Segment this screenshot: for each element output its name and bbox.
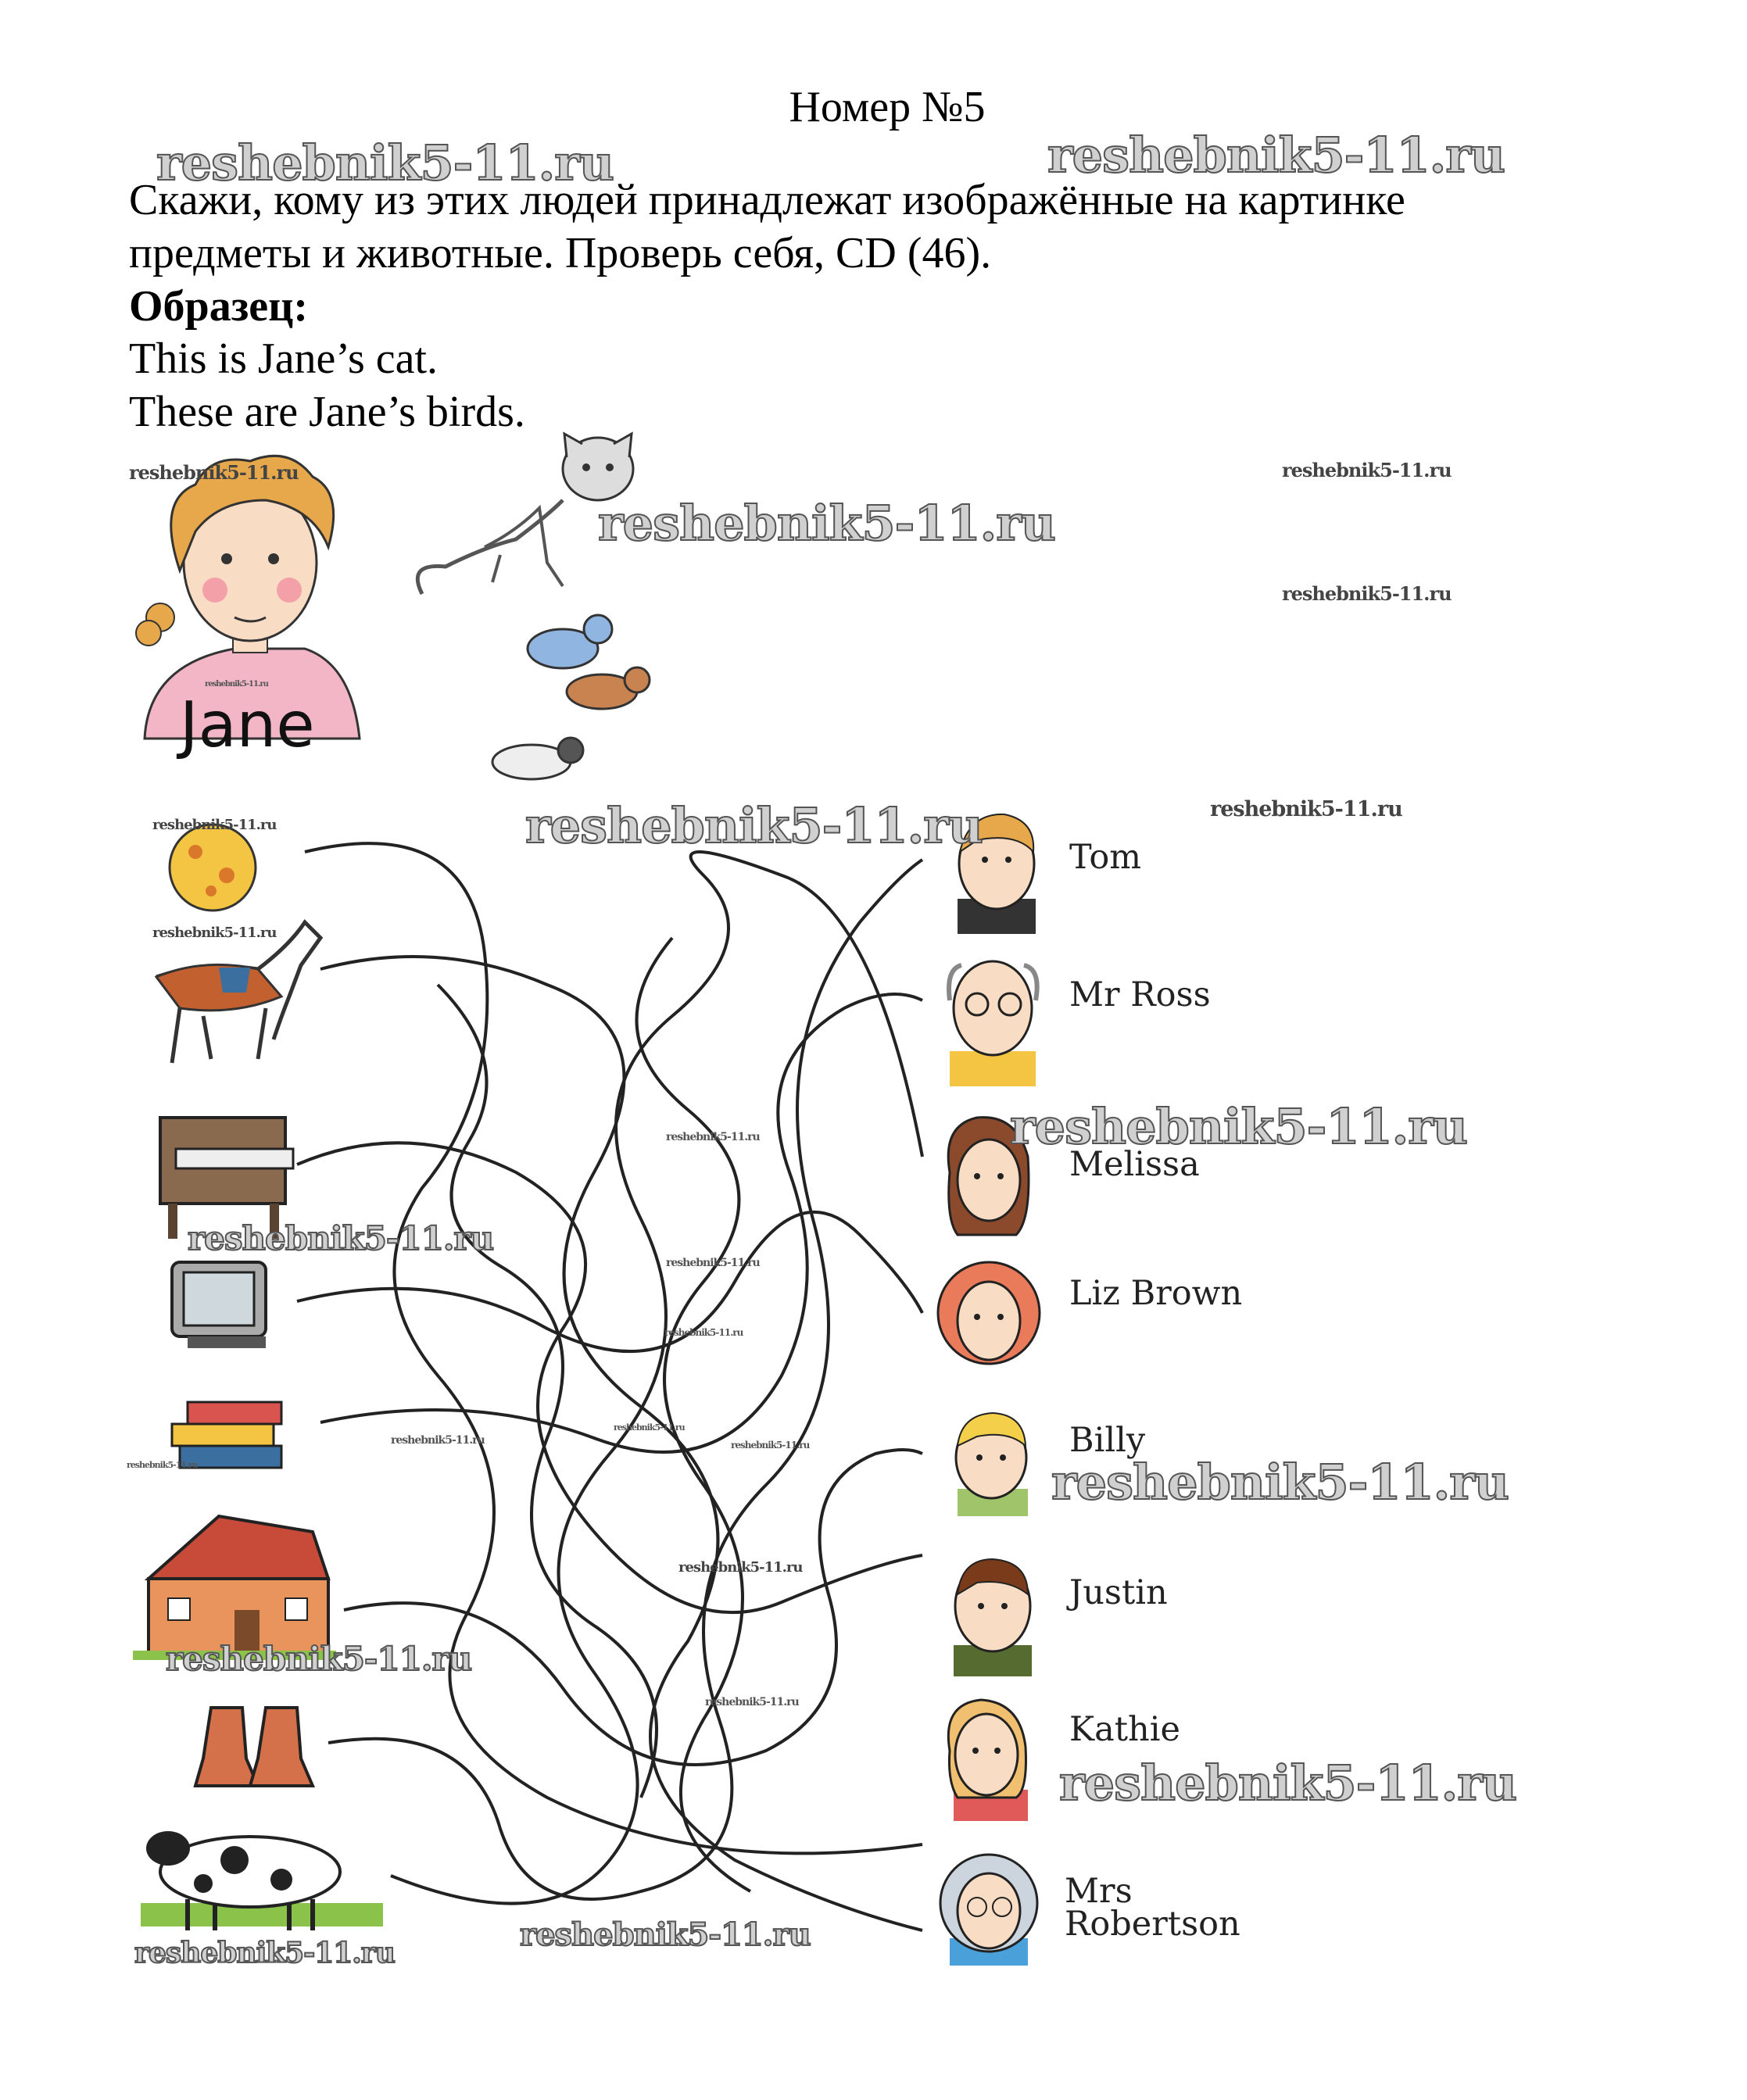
watermark: reshebnik5-11.ru <box>1282 582 1452 605</box>
person-name-mrs: Mrs <box>1065 1872 1133 1911</box>
face-justin <box>954 1559 1032 1676</box>
watermark: reshebnik5-11.ru <box>129 461 299 484</box>
watermark: reshebnik5-11.ru <box>1051 1454 1509 1511</box>
watermark: reshebnik5-11.ru <box>188 1219 494 1257</box>
sample-line-2: These are Jane’s birds. <box>129 388 525 436</box>
jane-illustration <box>136 456 360 761</box>
watermark: reshebnik5-11.ru <box>1010 1098 1467 1155</box>
watermark: reshebnik5-11.ru <box>705 1696 799 1708</box>
horse-icon <box>156 922 320 1063</box>
person-name-kathie: Kathie <box>1069 1710 1180 1749</box>
face-mr-ross <box>949 961 1037 1086</box>
watermark: reshebnik5-11.ru <box>205 680 268 689</box>
watermark: reshebnik5-11.ru <box>1047 127 1505 184</box>
cow-icon <box>141 1831 383 1930</box>
person-name-robertson: Robertson <box>1065 1905 1240 1944</box>
tangled-lines <box>297 843 922 1930</box>
face-kathie <box>948 1700 1028 1821</box>
person-name-liz-brown: Liz Brown <box>1069 1274 1243 1313</box>
instruction-line-2: предметы и животные. Проверь себя, CD (46). <box>129 229 992 277</box>
watermark: reshebnik5-11.ru <box>525 797 983 854</box>
face-billy <box>956 1413 1028 1516</box>
page-title: Номер №5 <box>789 83 986 131</box>
watermark: reshebnik5-11.ru <box>1210 797 1402 821</box>
boots-icon <box>195 1708 313 1786</box>
watermark: reshebnik5-11.ru <box>664 1327 743 1338</box>
person-name-melissa: Melissa <box>1069 1145 1200 1184</box>
watermark: reshebnik5-11.ru <box>520 1916 811 1953</box>
watermark: reshebnik5-11.ru <box>614 1422 685 1433</box>
watermark: reshebnik5-11.ru <box>127 1460 198 1470</box>
watermark: reshebnik5-11.ru <box>134 1937 395 1969</box>
watermark: reshebnik5-11.ru <box>391 1434 485 1447</box>
watermark: reshebnik5-11.ru <box>598 495 1055 552</box>
person-name-billy: Billy <box>1069 1421 1146 1460</box>
ball-icon <box>170 825 256 910</box>
watermark: reshebnik5-11.ru <box>152 817 277 833</box>
birds-icon <box>492 615 650 779</box>
jane-shirt-label: Jane <box>180 689 315 761</box>
house-icon <box>133 1516 336 1660</box>
person-name-justin: Justin <box>1069 1573 1168 1612</box>
watermark: reshebnik5-11.ru <box>156 134 614 191</box>
face-mrs-robertson <box>940 1855 1037 1966</box>
watermark: reshebnik5-11.ru <box>152 925 277 941</box>
face-liz-brown <box>938 1262 1040 1364</box>
watermark: reshebnik5-11.ru <box>1059 1755 1516 1812</box>
sample-line-1: This is Jane’s cat. <box>129 334 439 383</box>
sample-label: Образец: <box>129 282 308 331</box>
watermark: reshebnik5-11.ru <box>1282 459 1452 481</box>
person-name-mr-ross: Mr Ross <box>1069 975 1211 1014</box>
watermark: reshebnik5-11.ru <box>666 1131 760 1143</box>
instruction-line-1: Скажи, кому из этих людей принадлежат изображённые на картинке <box>129 176 1405 224</box>
books-icon <box>172 1402 281 1468</box>
watermark: reshebnik5-11.ru <box>678 1559 803 1576</box>
person-name-tom: Tom <box>1069 838 1142 877</box>
watermark: reshebnik5-11.ru <box>166 1640 472 1678</box>
watermark: reshebnik5-11.ru <box>666 1257 760 1269</box>
tv-icon <box>172 1262 266 1348</box>
watermark: reshebnik5-11.ru <box>731 1440 810 1451</box>
